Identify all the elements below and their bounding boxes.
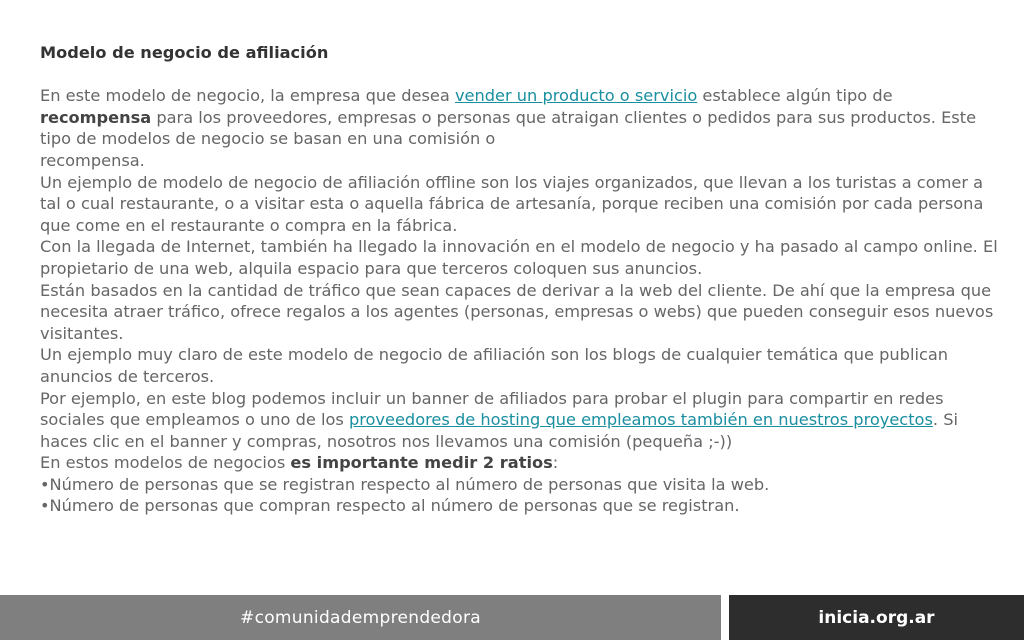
ratios-text-a: En estos modelos de negocios [40,453,291,473]
site-url-text: inicia.org.ar [818,607,935,628]
ratios-bold: es importante medir 2 ratios [290,453,553,473]
vender-producto-link[interactable]: vender un producto o servicio [454,86,698,106]
paragraph-banner-example [40,388,1000,453]
intro-text-b: establece algún tipo de [697,86,893,106]
footer-site-bar [729,595,1024,640]
intro-text-c: para los proveedores, empresas o personas que atraigan clientes o pedidos para sus productos. Este tipo de modelos de negocio se basan en una comisión o [40,107,977,149]
paragraph-internet: Con la llegada de Internet, también ha llegado la innovación en el modelo de negocio y ha pasado al campo online. El propietario de una web, alquila espacio para que terceros coloquen sus anuncios. [40,237,998,278]
article-body [40,42,1000,517]
bullet-item-compran: •Número de personas que compran respecto al número de personas que se registran. [40,496,740,516]
paragraph-recompensa: recompensa. [40,150,145,170]
paragraph-intro [40,85,1000,150]
recompensa-bold: recompensa [40,107,152,127]
hashtag-text: #comunidademprendedora [240,607,481,628]
ratios-text-b: : [552,453,559,473]
article-heading: Modelo de negocio de afiliación [40,43,329,62]
paragraph-ratios [40,452,1000,474]
paragraph-blogs: Un ejemplo muy claro de este modelo de negocio de afiliación son los blogs de cualquier temática que publican anuncios de terceros. [40,345,949,386]
paragraph-trafico: Están basados en la cantidad de tráfico que sean capaces de derivar a la web del cliente. De ahí que la empresa que necesita atraer tráfico, ofrece regalos a los agentes (personas, empresas o webs) que pueden conseguir esos nuevos visitantes. [40,280,994,343]
paragraph-offline-example: Un ejemplo de modelo de negocio de afiliación offline son los viajes organizados, que llevan a los turistas a comer a tal o cual restaurante, o a visitar esta o aquella fábrica de artesanía, porque reciben una comisión por cada persona que come en el restaurante o compra en la fábrica. [40,172,984,235]
proveedores-hosting-link[interactable]: proveedores de hosting que empleamos también en nuestros proyectos [348,410,933,430]
heading-spacer [40,64,1000,86]
intro-text-a: En este modelo de negocio, la empresa que desea [40,86,455,106]
banner-text-a: Por ejemplo, en este blog podemos incluir un banner de afiliados para probar el plugin para compartir en redes sociales que empleamos o uno de los [40,388,944,430]
footer-hashtag-bar [0,595,721,640]
bullet-item-registran: •Número de personas que se registran respecto al número de personas que visita la web. [40,474,770,494]
banner-text-b: . Si haces clic en el banner y compras, nosotros nos llevamos una comisión (pequeña ;-)) [40,410,958,451]
